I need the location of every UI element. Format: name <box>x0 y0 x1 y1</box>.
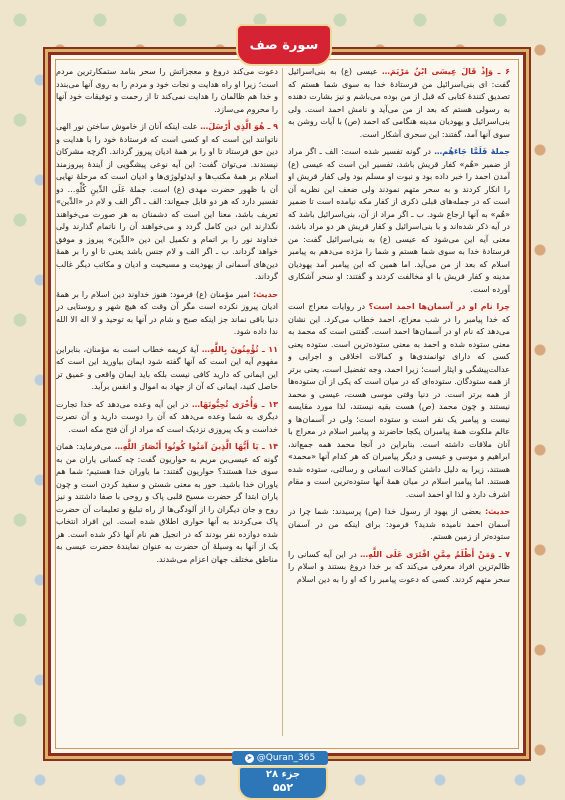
hadith-heading: حدیث: <box>252 289 278 299</box>
paragraph-text: می‌فرماید: همان گونه که عیسی‌بن مریم به حواریون گفت: چه کسانی یاران من به سوی خدا هستند؟ حواریون گفتند: ما یاوران خدا هستیم؛ شما هم یاوران خدا باشید. حور به معنی شستن و سفید کردن است و چون یاران ابتدا گر حضرت مسیح قلبی پاک و روحی با صفا داشتند و نیز روح و جان دیگران را از آلودگی‌ها از راه تبلیغ و تعلیمات آن حضرت پاک می‌کردند به آنها حواری اطلاق شده است. این افراد انتخاب شده دوازده نفر بودند که در انجیل هم نام آنها ذکر شده است. هر یک از آنها به وسیلۀ آن حضرت به عنوان نمایندۀ حضرت عیسی به مناطق مختلف جهان اعزام می‌شدند. <box>56 442 278 564</box>
page-number: ۵۵۲ <box>272 781 294 794</box>
telegram-icon: ➤ <box>246 753 253 762</box>
paragraph <box>288 549 510 587</box>
channel-handle-text: @Quran_365 <box>256 753 316 763</box>
juz-badge <box>238 766 328 800</box>
surah-title: سورة صف <box>236 24 332 66</box>
paragraph-text: در این آیه وعده می‌دهد که خدا تجارت دیگری به شما وعده می‌دهد که آن را دوست دارید و آن نصرت خداست و یک پیروزی نزدیک است که مراد از آن فتح مکه است. <box>56 399 278 434</box>
section-heading: چرا نام او در آسمان‌ها احمد است؟ <box>368 302 510 311</box>
verse-heading: ۷ ـ وَمَنْ أَظْلَمُ مِمَّنِ افْتَرَى عَلَى اللَّهِ… <box>360 549 510 559</box>
paragraph <box>56 344 278 394</box>
paragraph <box>288 66 510 141</box>
paragraph <box>56 441 278 566</box>
paragraph-text: علت اینکه آنان از خاموش ساختن نور الهی ناتوانند این است که او کسی است که فرستادۀ خود را با هدایت و دین حق فرستاد تا او را بر همۀ ادیان پیروز گرداند. اگرچه مشرکان نپسندند. می‌توان گفت: این آیه نوعی پیشگویی از آیندۀ پیروزمند اسلام بر همۀ مکتب‌ها و ایدئولوژی‌ها و ادیان است که مرحلۀ نهایی آن با ظهور حضرت مهدی (ع) است. جملۀ عَلَى الدِّينِ كُلِّهِ… دو تفسیر دارد که هر دو قابل جمع‌اند: الف ـ اگر الف و لام در «الدِّين» تعریف باشد، معنا این است که دشمنان به هر صورت می‌خواهند نگذارند این دین کامل گردد و می‌خواهند آن را ناتمام گذارند ولی خداوند نور را بر اتمام و تکمیل این دین «الدِّين» پیروز و موفق خواهد گرداند. ب ـ اگر الف و لام جنس باشد یعنی تا او را بر همۀ دین‌های آسمانی از یهودیت و مسیحیت و ادیان و مکاتب دیگر غالب گرداند. <box>56 122 278 281</box>
paragraph-text: عیسی (ع) به بنی‌اسرائیل گفت: ای بنی‌اسرائیل من فرستادۀ خدا به سوی شما هستم که تصدیق کنندۀ کتابی که قبل از من بوده می‌باشم و نیز بشارت دهنده به رسولی هستم که بعد از من می‌آید و نامش احمد است. ولی بنی‌اسرائیل و یهودیان مدینه هنگامی که احمد (ص) با آیات روشن به سوی آنها آمد، گفتند: این سحری آشکار است. <box>288 67 510 139</box>
left-column <box>56 66 278 742</box>
hadith-heading: حدیث: <box>484 507 510 516</box>
verse-heading: ۱۴ ـ يَا أَيُّهَا الَّذِينَ آمَنُوا كُونُوا أَنْصَارَ اللَّهِ… <box>114 442 278 451</box>
paragraph-text: در روایات معراج است که خدا پیامبر را در شب معراج، احمد خطاب می‌کرد. این نشان می‌دهد که نام او در آسمان‌ها احمد است. گفتنی است که محمد به معنی ستوده شده و احمد به معنی ستوده‌ترین است. ستوده یعنی کسی که دارای توانمندی‌ها و کمالات اخلاقی و اجرایی و عدالت‌پیشگی و ایثار است؛ زیرا احمد، وجه تفضیل است، یعنی برتر از همه ستودگان. ستوده‌ای که در میان است که یکی از آن ستوده‌ها از همه برتر است. در دنیا وقتی موسی هست، عیسی و محمد نیستند و چون محمد (ص) هست بقیه نیستند، لذا مورد مقایسه نیست و پیامبر یک نفر است و ستوده است؛ ولی در آسمان‌ها و عالم ملکوت همۀ پیامبران یکجا حاضرند و پیامبر اسلام در معراج با آنان ملاقات داشته است. بنابراین در آنجا محمد همه جمع‌اند، ابراهیم و موسی و عیسی و دیگر پیامبران که هر کدام آنها «محمد» هستند، زیرا به دلیل داشتن کمالات انسانی و رسالتی، ستوده شده هستند. اما پیامبر اسلام در میان همۀ آنها ستوده‌ترین است و مقام اشرف دارد و لذا او احمد است. <box>288 302 510 499</box>
paragraph-text: در گونه تفسیر شده است: الف ـ اگر مراد از ضمیر «هُم» کفار قریش باشد، تفسیر این است که عیسی (ع) آمدن احمد را خبر داده بود و نبوت او مسلم بود ولی کفار قریش او را انکار کردند و به سحر متهم نمودند ولی ضعف این نظریه آن است که در جمله‌های قبلی ذکری از کفار مکه نیامده است تا ضمیر «هُم» به آنها ارجاع شود. ب ـ اگر مراد از آن، بنی‌اسرائیل باشد که در آیه ذکر شده‌اند و با بنی‌اسرائیل و کفار قریش هر دو مراد باشد، معنی آیه این می‌شود که عیسی (ع) به بنی‌اسرائیل گفت: من فرستادۀ خدا به سوی شما هستم و شما را مژده می‌دهم به پیامبر اسلام که بعد از من می‌آید. اما همین که این پیامبر آمد یهودیان مدینه و کفار قریش با او مخالفت کردند و گفتند: او سحر آشکاری آورده است. <box>288 147 510 294</box>
paragraph <box>288 506 510 544</box>
paragraph-text: آیۀ کریمه خطاب است به مؤمنان، بنابراین مفهوم آیه این است که آنها گفته شود ایمان بیاورید این است که این ایمانی که دارید کافی نیست بلکه باید ایمان واقعی و عمیق تر حاصل کنید، ایمانی که آن از جهاد به اموال و انفس برآید. <box>56 344 278 391</box>
paragraph-text: دعوت می‌کند دروغ و معجزاتش را سحر بنامد ستمکارترین مردم است؛ زیرا او راه هدایت و نجات خود و مردم را به روی آنها می‌بندد و خدا هم ظالمان را هدایت نمی‌کند تا از رحمت و توفیقات خود آنها را محروم می‌سازد. <box>56 67 278 114</box>
channel-handle[interactable] <box>232 751 328 765</box>
paragraph <box>56 121 278 284</box>
paragraph <box>56 66 278 116</box>
paragraph-text: بعضی از یهود از رسول خدا (ص) پرسیدند: شما چرا در آسمان احمد نامیده شدید؟ فرمود: برای اینکه من در آسمان ستوده‌تر از زمین هستم. <box>288 507 510 541</box>
right-column <box>288 66 510 742</box>
paragraph <box>56 399 278 437</box>
verse-heading: ۱۱ ـ تُؤْمِنُونَ بِاللَّهِ… <box>201 344 278 354</box>
paragraph <box>288 301 510 501</box>
verse-heading: ۹ ـ هُوَ الَّذِي أَرْسَلَ… <box>200 122 278 131</box>
paragraph <box>56 289 278 339</box>
verse-heading: ۶ ـ وَإِذْ قَالَ عِيسَى ابْنُ مَرْيَمَ… <box>381 67 510 76</box>
verse-heading: ۱۳ ـ وَأُخْرَى تُحِبُّونَهَا… <box>191 399 278 409</box>
paragraph <box>288 146 510 296</box>
paragraph-text: در این آیه کسانی را ظالم‌ترین افراد معرفی می‌کند که بر خدا دروغ بستند و اسلام را سحر متهم کردند. کسی که دعوت پیامبر را که او را به دین اسلام <box>288 549 510 584</box>
column-divider <box>282 68 283 736</box>
juz-label: جزء ۲۸ <box>265 769 301 780</box>
paragraph-text: امیر مؤمنان (ع) فرمود: هنوز خداوند دین اسلام را بر همۀ ادیان پیروز نکرده است مگر آن وقت که هیچ شهر و روستایی در دنیا باقی نماند جز اینکه صبح و شام در آنها به توحید و لا اله الا الله ندا داده شود. <box>56 289 278 336</box>
verse-heading: جملۀ فَلَمَّا جَاءَهُم… <box>434 147 510 156</box>
